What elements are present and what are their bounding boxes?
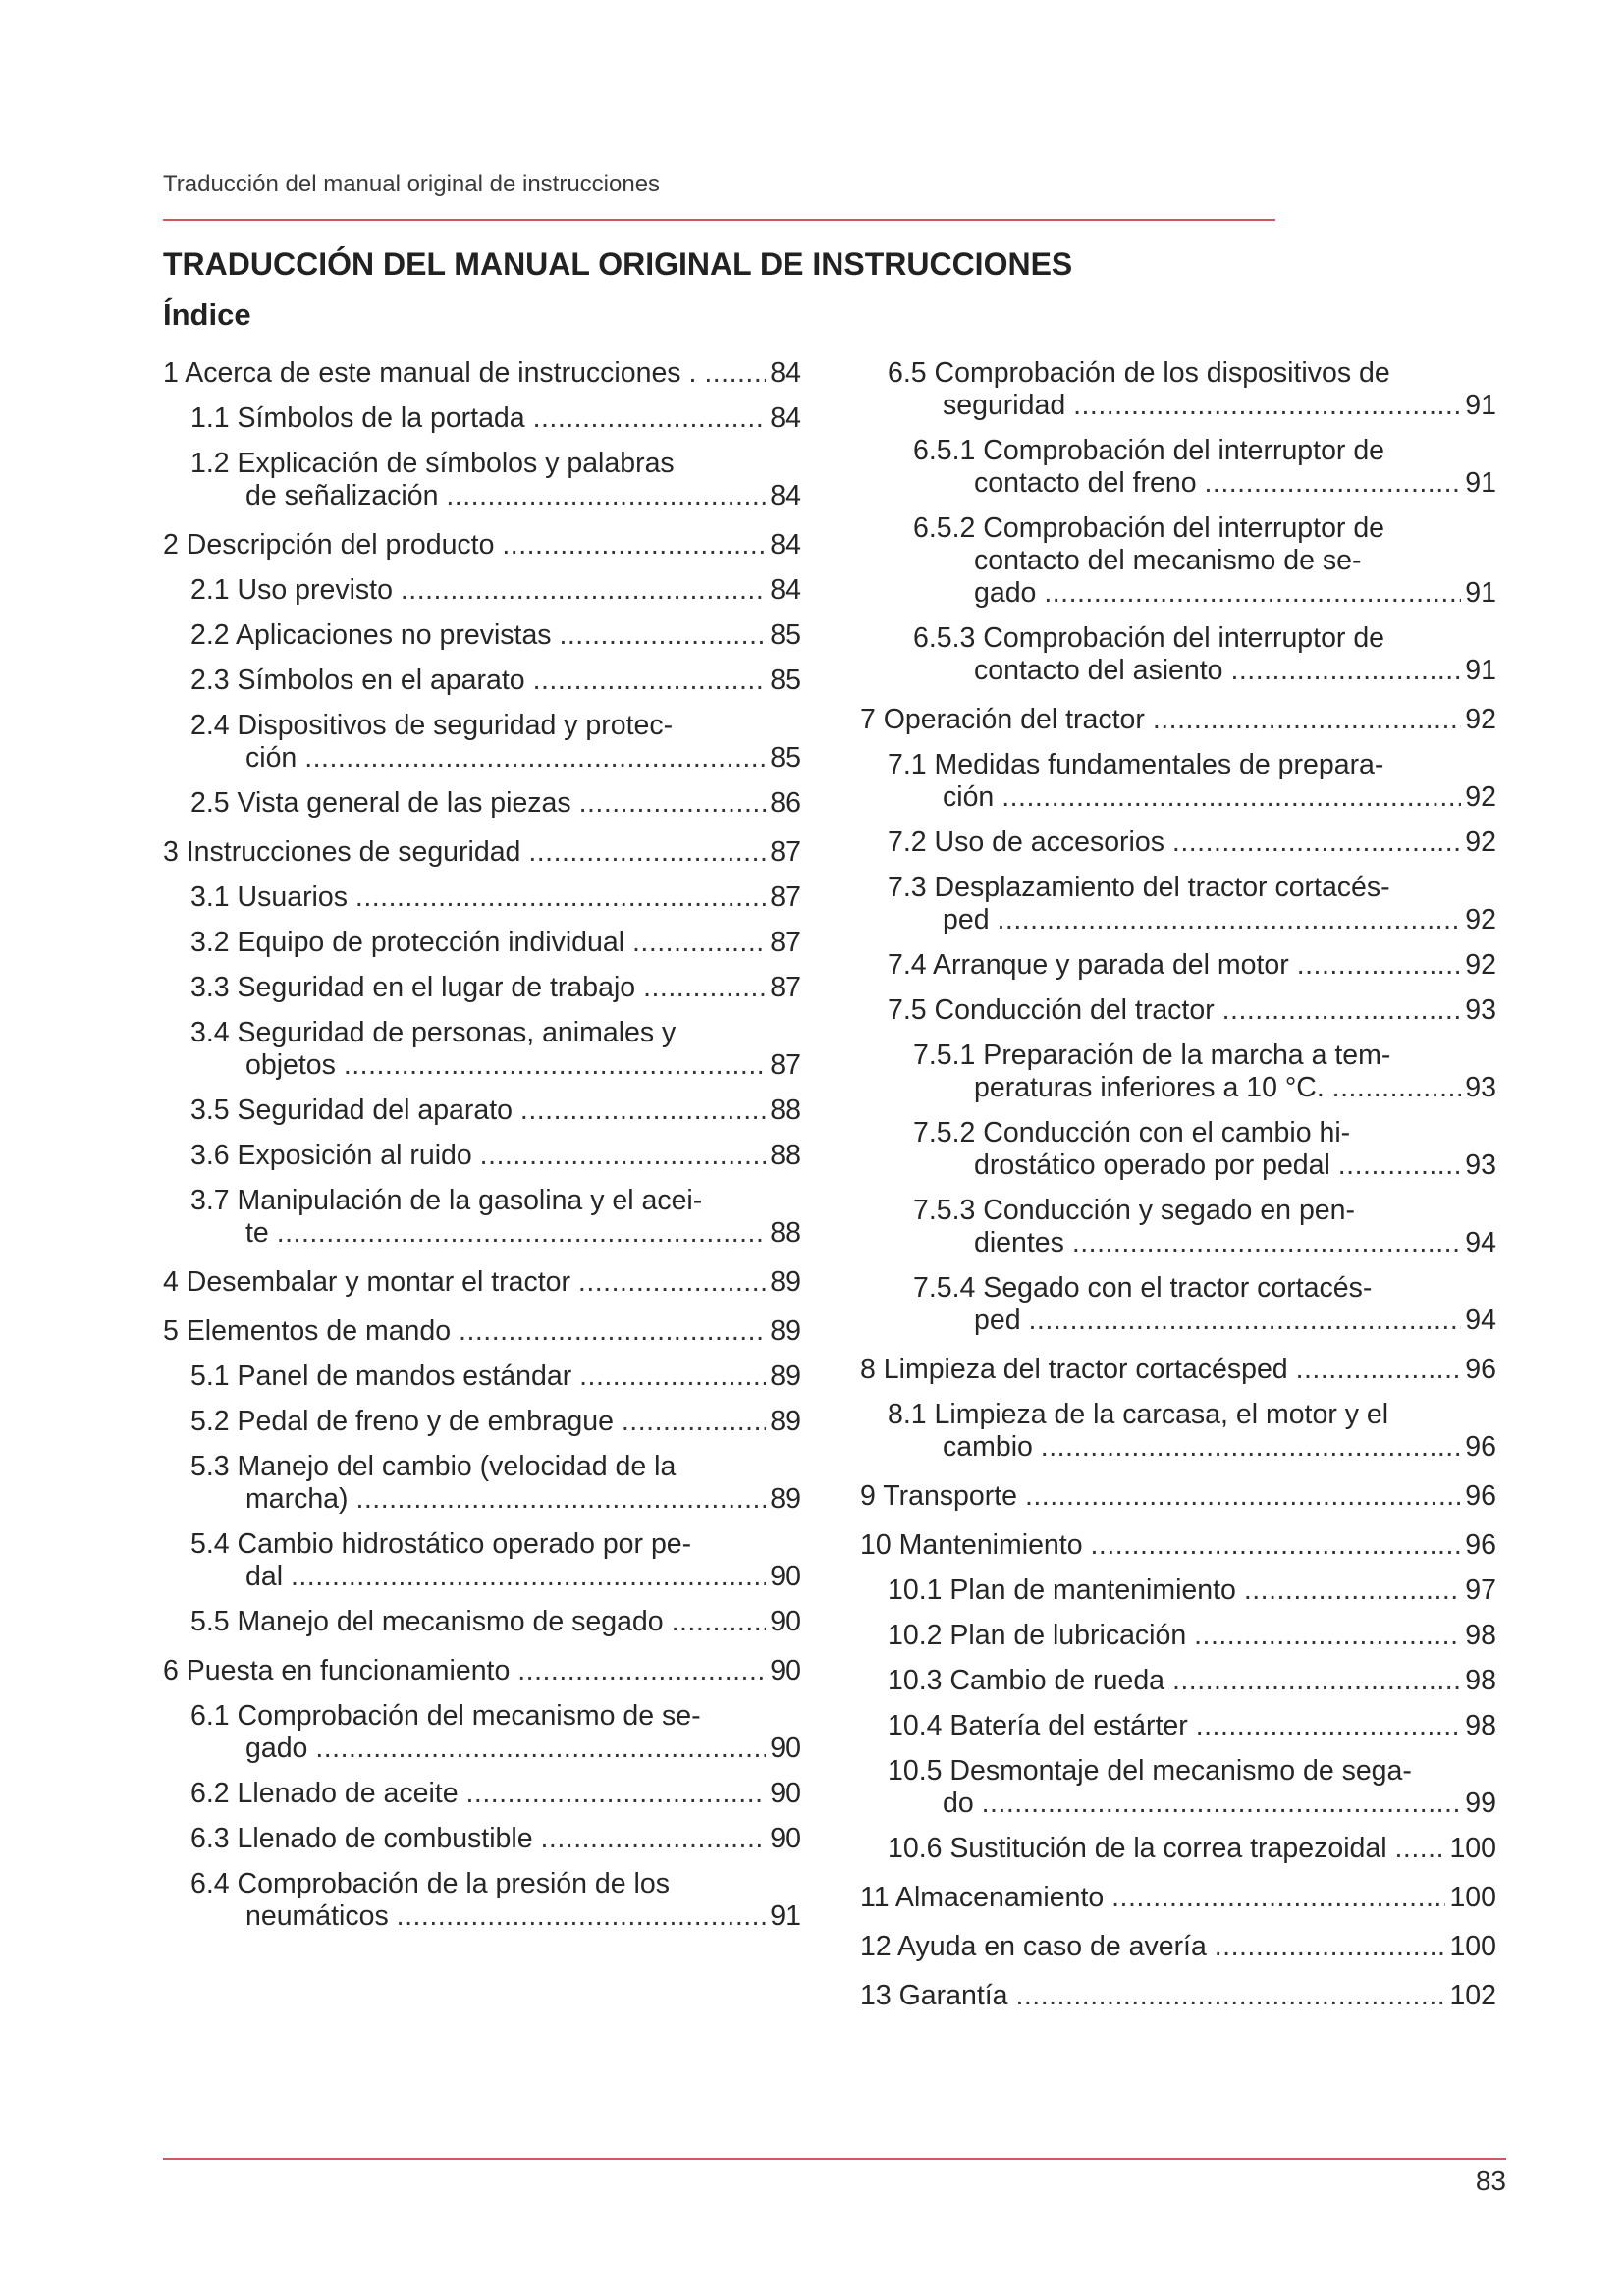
toc-entry-label: 10.2 Plan de lubricación [888,1620,1195,1651]
toc-entry-label: 7.5.3 Conducción y segado en pen- [913,1195,1355,1226]
toc-entry-label: 3 Instrucciones de seguridad [163,836,529,868]
toc-left-column [163,357,801,1933]
toc-entry[interactable] [860,994,1496,1027]
toc-entry-label: 5 Elementos de mando [163,1315,460,1347]
toc-page-number: 92 [1465,781,1496,813]
toc-entry[interactable] [860,1195,1496,1259]
toc-entry[interactable] [163,1406,801,1438]
toc-entry[interactable] [860,512,1496,610]
toc-entry[interactable] [163,1140,801,1172]
toc-leader-dots [559,619,766,652]
toc-entry[interactable] [860,1882,1496,1914]
toc-leader-dots [672,1606,767,1638]
toc-entry[interactable] [163,619,801,652]
toc-page-number: 91 [770,1900,801,1932]
toc-entry-label: 6.5.1 Comprobación del interruptor de [913,435,1385,466]
toc-page-number: 90 [770,1778,801,1809]
toc-entry[interactable] [860,1931,1496,1963]
toc-leader-dots [1073,390,1461,422]
toc-entry-label: 5.5 Manejo del mecanismo de segado [190,1606,672,1637]
toc-entry-label: 7.5.2 Conducción con el cambio hi- [913,1117,1351,1148]
toc-entry-label: 2 Descripción del producto [163,529,503,561]
toc-leader-dots [1222,994,1462,1027]
toc-entry[interactable] [860,357,1496,422]
toc-page-number: 89 [770,1315,801,1347]
toc-entry-label: 6.5.2 Comprobación del interruptor de [913,512,1385,544]
header-rule [163,219,1275,221]
toc-entry[interactable] [860,1833,1496,1865]
toc-entry-label: 2.2 Aplicaciones no previstas [190,619,560,651]
toc-page-number: 87 [770,836,801,868]
toc-page-number: 93 [1465,1072,1496,1103]
toc-entry[interactable] [163,357,801,390]
toc-leader-dots [355,881,766,914]
toc-entry-label: 8.1 Limpieza de la carcasa, el motor y el [888,1399,1389,1430]
toc-entry[interactable] [163,448,801,512]
toc-leader-dots [304,742,766,774]
toc-entry-label: neumáticos [245,1900,397,1932]
toc-leader-dots [344,1049,766,1082]
toc-leader-dots [465,1778,766,1810]
toc-entry[interactable] [860,827,1496,859]
toc-entry-label: 11 Almacenamiento [860,1882,1112,1913]
toc-page-number: 88 [770,1217,801,1249]
toc-entry-label: objetos [245,1049,344,1081]
toc-right-column [860,357,1496,2012]
toc-page-number: 84 [770,480,801,511]
toc-entry-label: 3.2 Equipo de protección individual [190,927,632,958]
toc-entry-label: 5.1 Panel de mandos estándar [190,1361,580,1392]
toc-entry[interactable] [860,1529,1496,1562]
toc-entry[interactable] [163,836,801,869]
toc-page-number: 91 [1465,390,1496,421]
toc-entry-label: 10.6 Sustitución de la correa trapezoidal [888,1833,1395,1864]
toc-entry-label: 6.5.3 Comprobación del interruptor de [913,622,1385,654]
toc-entry-label: 7.4 Arranque y parada del motor [888,949,1297,981]
toc-page-number: 89 [770,1406,801,1437]
toc-page-number: 87 [770,927,801,958]
toc-leader-dots [1296,1354,1462,1386]
toc-page-number: 96 [1465,1431,1496,1463]
toc-entry[interactable] [860,1980,1496,2012]
toc-page-number: 89 [770,1361,801,1392]
toc-page-number: 99 [1465,1788,1496,1819]
toc-leader-dots [291,1561,766,1593]
running-header: Traducción del manual original de instrucciones [163,171,661,197]
toc-entry-label: 3.4 Seguridad de personas, animales y [190,1017,677,1048]
toc-leader-dots [277,1217,767,1250]
toc-entry[interactable] [163,1868,801,1933]
toc-page-number: 94 [1465,1305,1496,1336]
index-heading: Índice [163,297,251,332]
toc-leader-dots [1025,1480,1461,1513]
toc-entry-label: 6 Puesta en funcionamiento [163,1655,518,1686]
toc-leader-dots [1044,577,1461,610]
toc-leader-dots [1072,1227,1461,1259]
toc-entry-label: gado [245,1733,316,1764]
toc-leader-dots [1297,949,1462,982]
toc-entry[interactable] [860,1040,1496,1104]
toc-entry-label: gado [974,577,1045,609]
toc-leader-dots [459,1315,766,1348]
toc-entry-label: 1 Acerca de este manual de instrucciones . [163,357,705,389]
toc-entry-label: 10.5 Desmontaje del mecanismo de sega- [888,1755,1412,1787]
toc-entry[interactable] [860,1399,1496,1464]
toc-page-number: 90 [770,1823,801,1854]
toc-entry-label: 6.2 Llenado de aceite [190,1778,466,1809]
toc-entry[interactable] [163,574,801,607]
toc-entry-label: seguridad [943,390,1074,421]
toc-page-number: 92 [1465,704,1496,735]
toc-entry-label: te [245,1217,277,1249]
toc-leader-dots [997,904,1461,936]
toc-page-number: 87 [770,881,801,913]
toc-entry[interactable] [163,1823,801,1855]
toc-leader-dots [520,1095,766,1127]
page-number: 83 [1475,2165,1506,2196]
toc-entry[interactable] [163,402,801,435]
toc-leader-dots [579,1361,766,1393]
toc-entry-label: ped [943,904,998,935]
toc-entry[interactable] [860,1480,1496,1513]
toc-entry-label: 3.5 Seguridad del aparato [190,1095,520,1126]
toc-entry-label: 2.3 Símbolos en el aparato [190,665,533,696]
toc-leader-dots [1001,781,1461,814]
toc-page-number: 91 [1465,655,1496,686]
toc-entry[interactable] [163,972,801,1004]
toc-page-number: 86 [770,787,801,819]
toc-entry-label: 10.1 Plan de mantenimiento [888,1575,1244,1606]
toc-entry-label: 3.3 Seguridad en el lugar de trabajo [190,972,644,1003]
footer-rule [163,2158,1506,2160]
toc-page-number: 96 [1465,1529,1496,1561]
toc-entry-label: de señalización [245,480,447,511]
toc-leader-dots [1041,1431,1462,1464]
toc-page-number: 92 [1465,904,1496,935]
toc-page-number: 98 [1465,1710,1496,1741]
toc-page-number: 84 [770,402,801,434]
toc-entry-label: 6.5 Comprobación de los dispositivos de [888,357,1390,389]
toc-page-number: 98 [1465,1620,1496,1651]
toc-entry-label: 5.2 Pedal de freno y de embrague [190,1406,622,1437]
toc-leader-dots [1244,1575,1461,1607]
toc-page-number: 93 [1465,1149,1496,1181]
toc-entry-label: contacto del freno [974,467,1205,499]
toc-entry-label: 5.4 Cambio hidrostático operado por pe- [190,1528,692,1560]
toc-entry[interactable] [860,435,1496,500]
toc-entry-label: marcha) [245,1483,356,1515]
toc-entry-label: 8 Limpieza del tractor cortacésped [860,1354,1296,1385]
toc-leader-dots [1028,1305,1461,1337]
toc-entry[interactable] [163,1655,801,1687]
toc-entry[interactable] [163,1451,801,1516]
toc-page-number: 90 [770,1733,801,1764]
toc-leader-dots [541,1823,767,1855]
toc-page-number: 84 [770,529,801,561]
toc-entry-label: 2.4 Dispositivos de seguridad y protec- [190,710,674,741]
toc-entry-label: dientes [974,1227,1072,1258]
toc-entry[interactable] [860,1620,1496,1652]
toc-leader-dots [1230,655,1461,687]
toc-leader-dots [1172,1665,1461,1697]
toc-leader-dots [1338,1149,1462,1182]
toc-leader-dots [401,574,766,607]
toc-page-number: 97 [1465,1575,1496,1606]
toc-leader-dots [1196,1710,1462,1742]
toc-entry-label: ción [245,742,305,774]
toc-entry-label: 7.2 Uso de accesorios [888,827,1172,858]
toc-leader-dots [632,927,766,959]
toc-entry-label: 6.3 Llenado de combustible [190,1823,541,1854]
toc-entry[interactable] [860,1575,1496,1607]
toc-page-number: 85 [770,742,801,774]
toc-entry[interactable] [163,1315,801,1348]
toc-entry[interactable] [860,704,1496,736]
toc-entry-label: 7 Operación del tractor [860,704,1153,735]
toc-entry-label: do [943,1788,982,1819]
toc-entry-label: 4 Desembalar y montar el tractor [163,1266,578,1298]
toc-page-number: 100 [1449,1882,1496,1913]
toc-page-number: 90 [770,1561,801,1592]
toc-leader-dots [397,1900,767,1933]
toc-page-number: 90 [770,1655,801,1686]
toc-entry-label: 6.1 Comprobación del mecanismo de se- [190,1700,701,1732]
toc-page-number: 96 [1465,1354,1496,1385]
toc-page-number: 93 [1465,994,1496,1026]
toc-page-number: 84 [770,357,801,389]
toc-entry-label: 7.1 Medidas fundamentales de prepara- [888,749,1384,780]
toc-entry-label: 12 Ayuda en caso de avería [860,1931,1215,1962]
toc-page-number: 98 [1465,1665,1496,1696]
toc-leader-dots [355,1483,766,1516]
toc-entry-label: 3.1 Usuarios [190,881,355,913]
toc-page-number: 92 [1465,949,1496,981]
toc-leader-dots [1172,827,1461,859]
toc-page-number: 84 [770,574,801,606]
toc-entry[interactable] [163,787,801,820]
toc-entry-label: 6.4 Comprobación de la presión de los [190,1868,670,1899]
toc-entry-label: contacto del asiento [974,655,1231,686]
toc-entry[interactable] [163,1700,801,1765]
toc-entry[interactable] [860,1117,1496,1182]
toc-entry[interactable] [163,710,801,774]
toc-entry-label: contacto del mecanismo de se- [974,545,1362,576]
toc-leader-dots [480,1140,767,1172]
toc-page-number: 100 [1449,1833,1496,1864]
toc-page-number: 102 [1449,1980,1496,2011]
toc-entry-label: 2.5 Vista general de las piezas [190,787,579,819]
toc-entry-label: 7.5.1 Preparación de la marcha a tem- [913,1040,1391,1071]
toc-page-number: 89 [770,1266,801,1298]
toc-entry-label: 5.3 Manejo del cambio (velocidad de la [190,1451,677,1482]
toc-leader-dots [1090,1529,1461,1562]
toc-entry[interactable] [860,949,1496,982]
toc-entry-label: ción [943,781,1002,813]
toc-entry[interactable] [860,1755,1496,1820]
toc-entry-label: 7.5.4 Segado con el tractor cortacés- [913,1272,1373,1304]
toc-leader-dots [1394,1833,1445,1865]
toc-page-number: 94 [1465,1227,1496,1258]
toc-entry-label: 9 Transporte [860,1480,1025,1512]
toc-entry[interactable] [860,872,1496,936]
toc-leader-dots [1153,704,1461,736]
toc-leader-dots [1111,1882,1445,1914]
toc-leader-dots [517,1655,766,1687]
toc-leader-dots [622,1406,766,1438]
toc-entry-label: 2.1 Uso previsto [190,574,401,606]
toc-entry[interactable] [163,529,801,561]
toc-leader-dots [1332,1072,1462,1104]
toc-leader-dots [1015,1980,1445,2012]
toc-page-number: 96 [1465,1480,1496,1512]
toc-entry[interactable] [860,1665,1496,1697]
toc-entry-label: cambio [943,1431,1041,1463]
toc-page-number: 91 [1465,577,1496,609]
toc-leader-dots [315,1733,766,1765]
toc-leader-dots [579,787,767,820]
toc-entry-label: 7.3 Desplazamiento del tractor cortacés- [888,872,1390,903]
toc-entry-label: drostático operado por pedal [974,1149,1338,1181]
toc-entry[interactable] [860,1272,1496,1337]
toc-leader-dots [528,836,766,869]
toc-entry[interactable] [163,927,801,959]
toc-entry-label: 3.7 Manipulación de la gasolina y el acei- [190,1185,703,1216]
toc-entry[interactable] [163,1361,801,1393]
toc-entry-label: peraturas inferiores a 10 °C. [974,1072,1332,1103]
toc-leader-dots [1194,1620,1461,1652]
toc-entry[interactable] [163,1266,801,1299]
toc-page-number: 91 [1465,467,1496,499]
toc-entry[interactable] [860,1354,1496,1386]
toc-page-number: 92 [1465,827,1496,858]
toc-page-number: 89 [770,1483,801,1515]
toc-entry-label: 10.4 Batería del estárter [888,1710,1196,1741]
toc-entry-label: dal [245,1561,291,1592]
toc-entry-label: 13 Garantía [860,1980,1016,2011]
toc-page-number: 85 [770,619,801,651]
toc-entry-label: 10 Mantenimiento [860,1529,1091,1561]
toc-leader-dots [982,1788,1462,1820]
toc-leader-dots [533,402,767,435]
toc-page-number: 88 [770,1095,801,1126]
toc-entry-label: 3.6 Exposición al ruido [190,1140,480,1171]
toc-entry-label: 1.1 Símbolos de la portada [190,402,533,434]
toc-page-number: 100 [1449,1931,1496,1962]
toc-leader-dots [578,1266,766,1299]
toc-leader-dots [446,480,766,512]
toc-entry[interactable] [163,881,801,914]
toc-page-number: 88 [770,1140,801,1171]
toc-entry[interactable] [163,1778,801,1810]
toc-entry[interactable] [163,1606,801,1638]
toc-leader-dots [1215,1931,1446,1963]
toc-entry-label: 7.5 Conducción del tractor [888,994,1222,1026]
toc-entry[interactable] [860,749,1496,814]
toc-page-number: 87 [770,1049,801,1081]
toc-leader-dots [1205,467,1462,500]
toc-entry-label: 10.3 Cambio de rueda [888,1665,1172,1696]
toc-leader-dots [502,529,766,561]
toc-leader-dots [533,665,767,697]
toc-entry[interactable] [860,622,1496,687]
toc-entry[interactable] [163,665,801,697]
toc-entry[interactable] [163,1095,801,1127]
toc-entry[interactable] [860,1710,1496,1742]
document-title: TRADUCCIÓN DEL MANUAL ORIGINAL DE INSTRUCCIONES [163,246,1073,282]
toc-entry-label: ped [974,1305,1029,1336]
toc-leader-dots [704,357,766,390]
toc-entry[interactable] [163,1017,801,1082]
toc-entry[interactable] [163,1185,801,1250]
toc-page-number: 85 [770,665,801,696]
toc-page-number: 87 [770,972,801,1003]
toc-leader-dots [643,972,766,1004]
toc-page-number: 90 [770,1606,801,1637]
toc-entry[interactable] [163,1528,801,1593]
toc-entry-label: 1.2 Explicación de símbolos y palabras [190,448,675,479]
